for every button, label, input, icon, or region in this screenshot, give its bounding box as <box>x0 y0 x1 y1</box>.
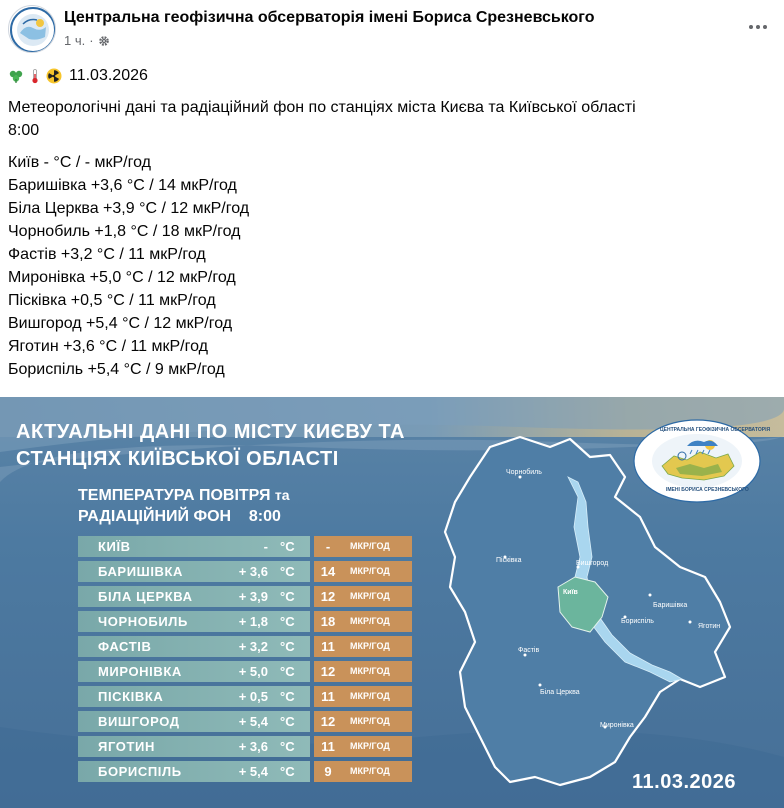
station-row <box>78 611 412 632</box>
station-temp: + 5,0 <box>238 664 268 679</box>
station-temp: + 5,4 <box>238 714 268 729</box>
station-temp-cell <box>78 561 310 582</box>
station-rad: 11 <box>321 739 335 754</box>
station-row <box>78 561 412 582</box>
subtitle-conj: та <box>274 487 290 503</box>
logo-top-caption: ЦЕНТРАЛЬНА ГЕОФІЗИЧНА ОБСЕРВАТОРІЯ <box>660 427 771 433</box>
rad-unit: МКР/ГОД <box>350 716 390 726</box>
station-row <box>78 686 412 707</box>
map-label-myronivka: Миронівка <box>600 722 634 729</box>
station-rad: - <box>325 539 331 554</box>
station-rad: 14 <box>320 564 336 579</box>
station-rad: 18 <box>320 614 336 629</box>
station-temp: + 5,4 <box>238 764 268 779</box>
station-row <box>78 636 412 657</box>
map-label-kyiv: Київ <box>563 589 578 596</box>
station-rad: 12 <box>320 589 336 604</box>
temp-unit: °С <box>280 614 295 629</box>
infographic-title-line2: СТАНЦІЯХ КИЇВСЬКОЇ ОБЛАСТІ <box>16 448 339 470</box>
temp-unit: °С <box>280 739 295 754</box>
station-rad-cell <box>314 761 412 782</box>
map-label-bila-tserkva: Біла Церква <box>540 689 580 696</box>
station-line: Баришівка +3,6 °C / 14 мкР/год <box>8 177 237 194</box>
station-line: Київ - °C / - мкР/год <box>8 154 151 171</box>
temp-unit: °С <box>280 639 295 654</box>
station-row <box>78 536 412 557</box>
station-line: Біла Церква +3,9 °C / 12 мкР/год <box>8 200 250 217</box>
emoji-date-line <box>8 64 768 87</box>
temp-unit: °С <box>280 564 295 579</box>
temp-unit: °С <box>280 714 295 729</box>
rad-unit: МКР/ГОД <box>350 766 390 776</box>
station-rad: 11 <box>321 639 335 654</box>
meta-separator: · <box>89 33 94 48</box>
station-row <box>78 711 412 732</box>
infographic-date: 11.03.2026 <box>632 771 736 793</box>
station-rad-cell <box>314 586 412 607</box>
station-rad-cell <box>314 711 412 732</box>
rad-unit: МКР/ГОД <box>350 591 390 601</box>
station-temp: - <box>263 539 268 554</box>
map-dot <box>539 684 542 687</box>
map-label-yahotyn: Яготин <box>698 623 721 630</box>
station-name: БІЛА ЦЕРКВА <box>98 589 193 604</box>
station-temp-cell <box>78 661 310 682</box>
station-rad-cell <box>314 561 412 582</box>
station-name: ФАСТІВ <box>98 639 152 654</box>
station-row <box>78 736 412 757</box>
station-temp-cell <box>78 711 310 732</box>
station-row <box>78 586 412 607</box>
rad-unit: МКР/ГОД <box>350 616 390 626</box>
station-line: Пісківка +0,5 °C / 11 мкР/год <box>8 292 216 309</box>
station-temp-cell <box>78 586 310 607</box>
station-temp-cell <box>78 761 310 782</box>
post-text <box>8 64 768 381</box>
station-line: Чорнобиль +1,8 °C / 18 мкР/год <box>8 223 241 240</box>
station-row <box>78 661 412 682</box>
map-label-boryspil: Бориспіль <box>621 618 654 625</box>
station-temp-cell <box>78 686 310 707</box>
station-rad-cell <box>314 686 412 707</box>
post-intro: Метеорологічні дані та радіаційний фон по станціях міста Києва та Київської області <box>8 99 636 116</box>
station-temp: + 3,2 <box>238 639 268 654</box>
station-temp-cell <box>78 636 310 657</box>
map-label-baryshivka: Баришівка <box>653 602 688 609</box>
infographic-title <box>16 419 405 473</box>
station-rad-cell <box>314 661 412 682</box>
station-temp: + 3,9 <box>238 589 268 604</box>
page-avatar[interactable] <box>8 5 56 53</box>
temp-unit: °С <box>280 689 295 704</box>
subtitle-line1: ТЕМПЕРАТУРА ПОВІТРЯ <box>78 487 271 504</box>
station-table <box>78 536 412 786</box>
gear-icon[interactable] <box>98 35 110 47</box>
station-line: Вишгород +5,4 °C / 12 мкР/год <box>8 315 233 332</box>
station-rad: 11 <box>321 689 335 704</box>
station-line: Бориспіль +5,4 °C / 9 мкР/год <box>8 361 225 378</box>
station-name: ЧОРНОБИЛЬ <box>98 614 188 629</box>
station-temp: + 0,5 <box>238 689 268 704</box>
post-header <box>8 5 776 57</box>
rad-unit: МКР/ГОД <box>350 691 390 701</box>
map-dot <box>649 594 652 597</box>
rad-unit: МКР/ГОД <box>350 541 390 551</box>
rad-unit: МКР/ГОД <box>350 566 390 576</box>
map-label-piskivka: Пісківка <box>496 557 522 564</box>
temp-unit: °С <box>280 764 295 779</box>
station-name: МИРОНІВКА <box>98 664 182 679</box>
infographic-subtitle <box>78 485 290 527</box>
station-line: Миронівка +5,0 °C / 12 мкР/год <box>8 269 236 286</box>
station-temp-cell <box>78 736 310 757</box>
rad-unit: МКР/ГОД <box>350 741 390 751</box>
radioactive-icon <box>46 68 62 84</box>
temp-unit: °С <box>280 664 295 679</box>
station-temp-cell <box>78 536 310 557</box>
post-date: 11.03.2026 <box>69 67 148 84</box>
infographic-title-line1: АКТУАЛЬНІ ДАНІ ПО МІСТУ КИЄВУ ТА <box>16 421 405 443</box>
station-rad: 9 <box>324 764 332 779</box>
shamrock-icon <box>8 68 24 84</box>
post-time: 8:00 <box>8 122 40 139</box>
temp-unit: °С <box>280 539 295 554</box>
station-rad: 12 <box>320 664 336 679</box>
map-dot <box>689 621 692 624</box>
post-time-link[interactable]: 1 ч. <box>64 33 86 48</box>
post-intro-block <box>8 96 768 142</box>
station-temp: + 1,8 <box>238 614 268 629</box>
logo-bottom-caption: ІМЕНІ БОРИСА СРЕЗНЕВСЬКОГО <box>666 487 749 493</box>
station-name: БОРИСПІЛЬ <box>98 764 182 779</box>
station-name: ПІСКІВКА <box>98 689 164 704</box>
station-name: ЯГОТИН <box>98 739 155 754</box>
observatory-logo-icon <box>9 6 56 53</box>
station-row <box>78 761 412 782</box>
map-label-vyshhorod: Вишгород <box>576 560 609 567</box>
temp-unit: °С <box>280 589 295 604</box>
station-rad-cell <box>314 536 412 557</box>
station-name: КИЇВ <box>98 539 131 554</box>
page-name-link[interactable]: Центральна геофізична обсерваторія імені Бориса Срезневського <box>64 9 595 26</box>
rad-unit: МКР/ГОД <box>350 641 390 651</box>
station-rad: 12 <box>320 714 336 729</box>
station-line: Яготин +3,6 °C / 11 мкР/год <box>8 338 208 355</box>
subtitle-time: 8:00 <box>248 508 281 525</box>
station-temp: + 3,6 <box>238 564 268 579</box>
station-rad-cell <box>314 636 412 657</box>
station-temp: + 3,6 <box>238 739 268 754</box>
more-options-icon[interactable] <box>744 17 772 37</box>
station-rad-cell <box>314 611 412 632</box>
station-temp-cell <box>78 611 310 632</box>
map-label-chornobyl: Чорнобиль <box>506 469 542 476</box>
station-rad-cell <box>314 736 412 757</box>
station-name: ВИШГОРОД <box>98 714 180 729</box>
station-list <box>8 151 768 381</box>
subtitle-line2: РАДІАЦІЙНИЙ ФОН <box>78 508 232 525</box>
rad-unit: МКР/ГОД <box>350 666 390 676</box>
station-line: Фастів +3,2 °C / 11 мкР/год <box>8 246 206 263</box>
station-name: БАРИШІВКА <box>98 564 184 579</box>
map-label-fastiv: Фастів <box>518 647 540 654</box>
thermometer-icon <box>27 68 43 84</box>
post-meta <box>64 33 110 48</box>
infographic-image[interactable] <box>0 397 784 808</box>
